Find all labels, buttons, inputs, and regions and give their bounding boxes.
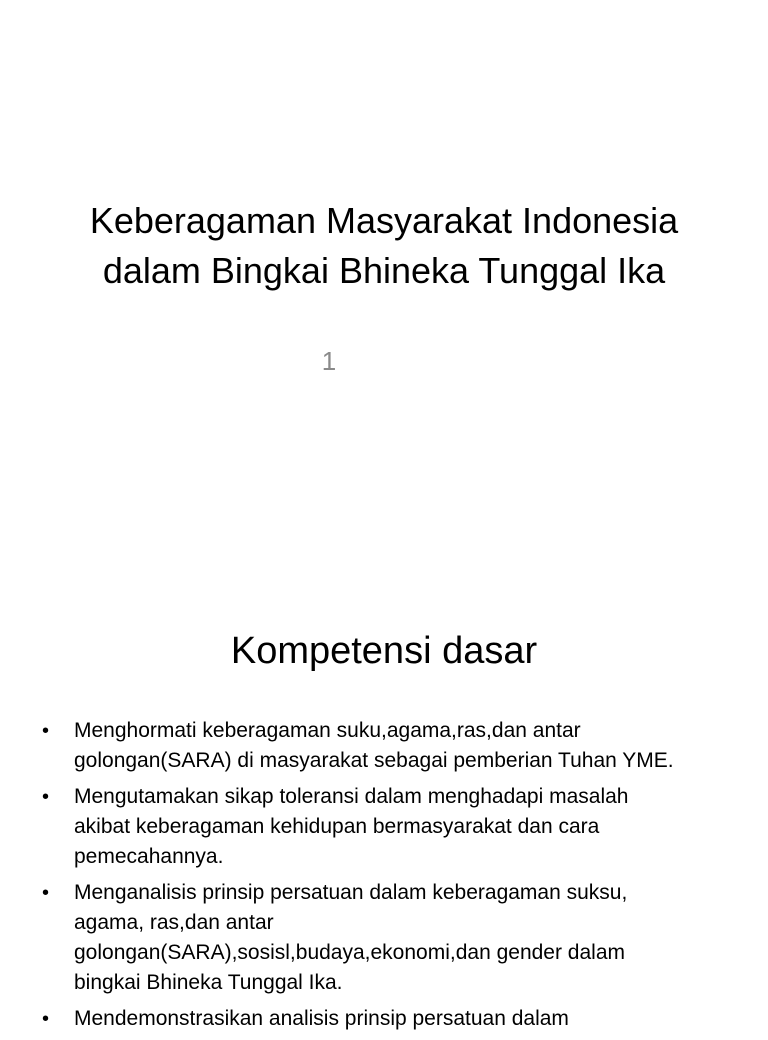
bullet-item bbox=[42, 878, 742, 998]
slide-title bbox=[40, 196, 728, 296]
bullet-item bbox=[42, 1004, 742, 1034]
bullet-line: Mendemonstrasikan analisis prinsip persatuan dalam bbox=[74, 1007, 569, 1030]
bullet-icon: • bbox=[42, 786, 50, 808]
bullet-item bbox=[42, 782, 742, 872]
bullet-line: akibat keberagaman kehidupan bermasyarakat dan cara bbox=[74, 815, 600, 838]
bullet-line: pemecahannya. bbox=[74, 845, 224, 868]
bullet-icon: • bbox=[42, 882, 50, 904]
bullet-line: golongan(SARA) di masyarakat sebagai pemberian Tuhan YME. bbox=[74, 749, 674, 772]
bullet-line: Menganalisis prinsip persatuan dalam keberagaman suksu, bbox=[74, 881, 628, 904]
bullet-line: bingkai Bhineka Tunggal Ika. bbox=[74, 971, 343, 994]
bullet-line: agama, ras,dan antar bbox=[74, 911, 274, 934]
slide-title-line-2: dalam Bingkai Bhineka Tunggal Ika bbox=[102, 250, 666, 291]
bullet-line: Mengutamakan sikap toleransi dalam menghadapi masalah bbox=[74, 785, 629, 808]
bullet-icon: • bbox=[42, 1008, 50, 1030]
bullet-line: golongan(SARA),sosisl,budaya,ekonomi,dan gender dalam bbox=[74, 941, 626, 964]
section-heading: Kompetensi dasar bbox=[230, 630, 538, 672]
slide-subtitle: 1 bbox=[321, 346, 337, 376]
bullet-list bbox=[42, 716, 742, 1040]
bullet-icon: • bbox=[42, 720, 50, 742]
bullet-item bbox=[42, 716, 742, 776]
slide-title-line-1: Keberagaman Masyarakat Indonesia bbox=[89, 200, 679, 241]
bullet-line: Menghormati keberagaman suku,agama,ras,dan antar bbox=[74, 719, 581, 742]
